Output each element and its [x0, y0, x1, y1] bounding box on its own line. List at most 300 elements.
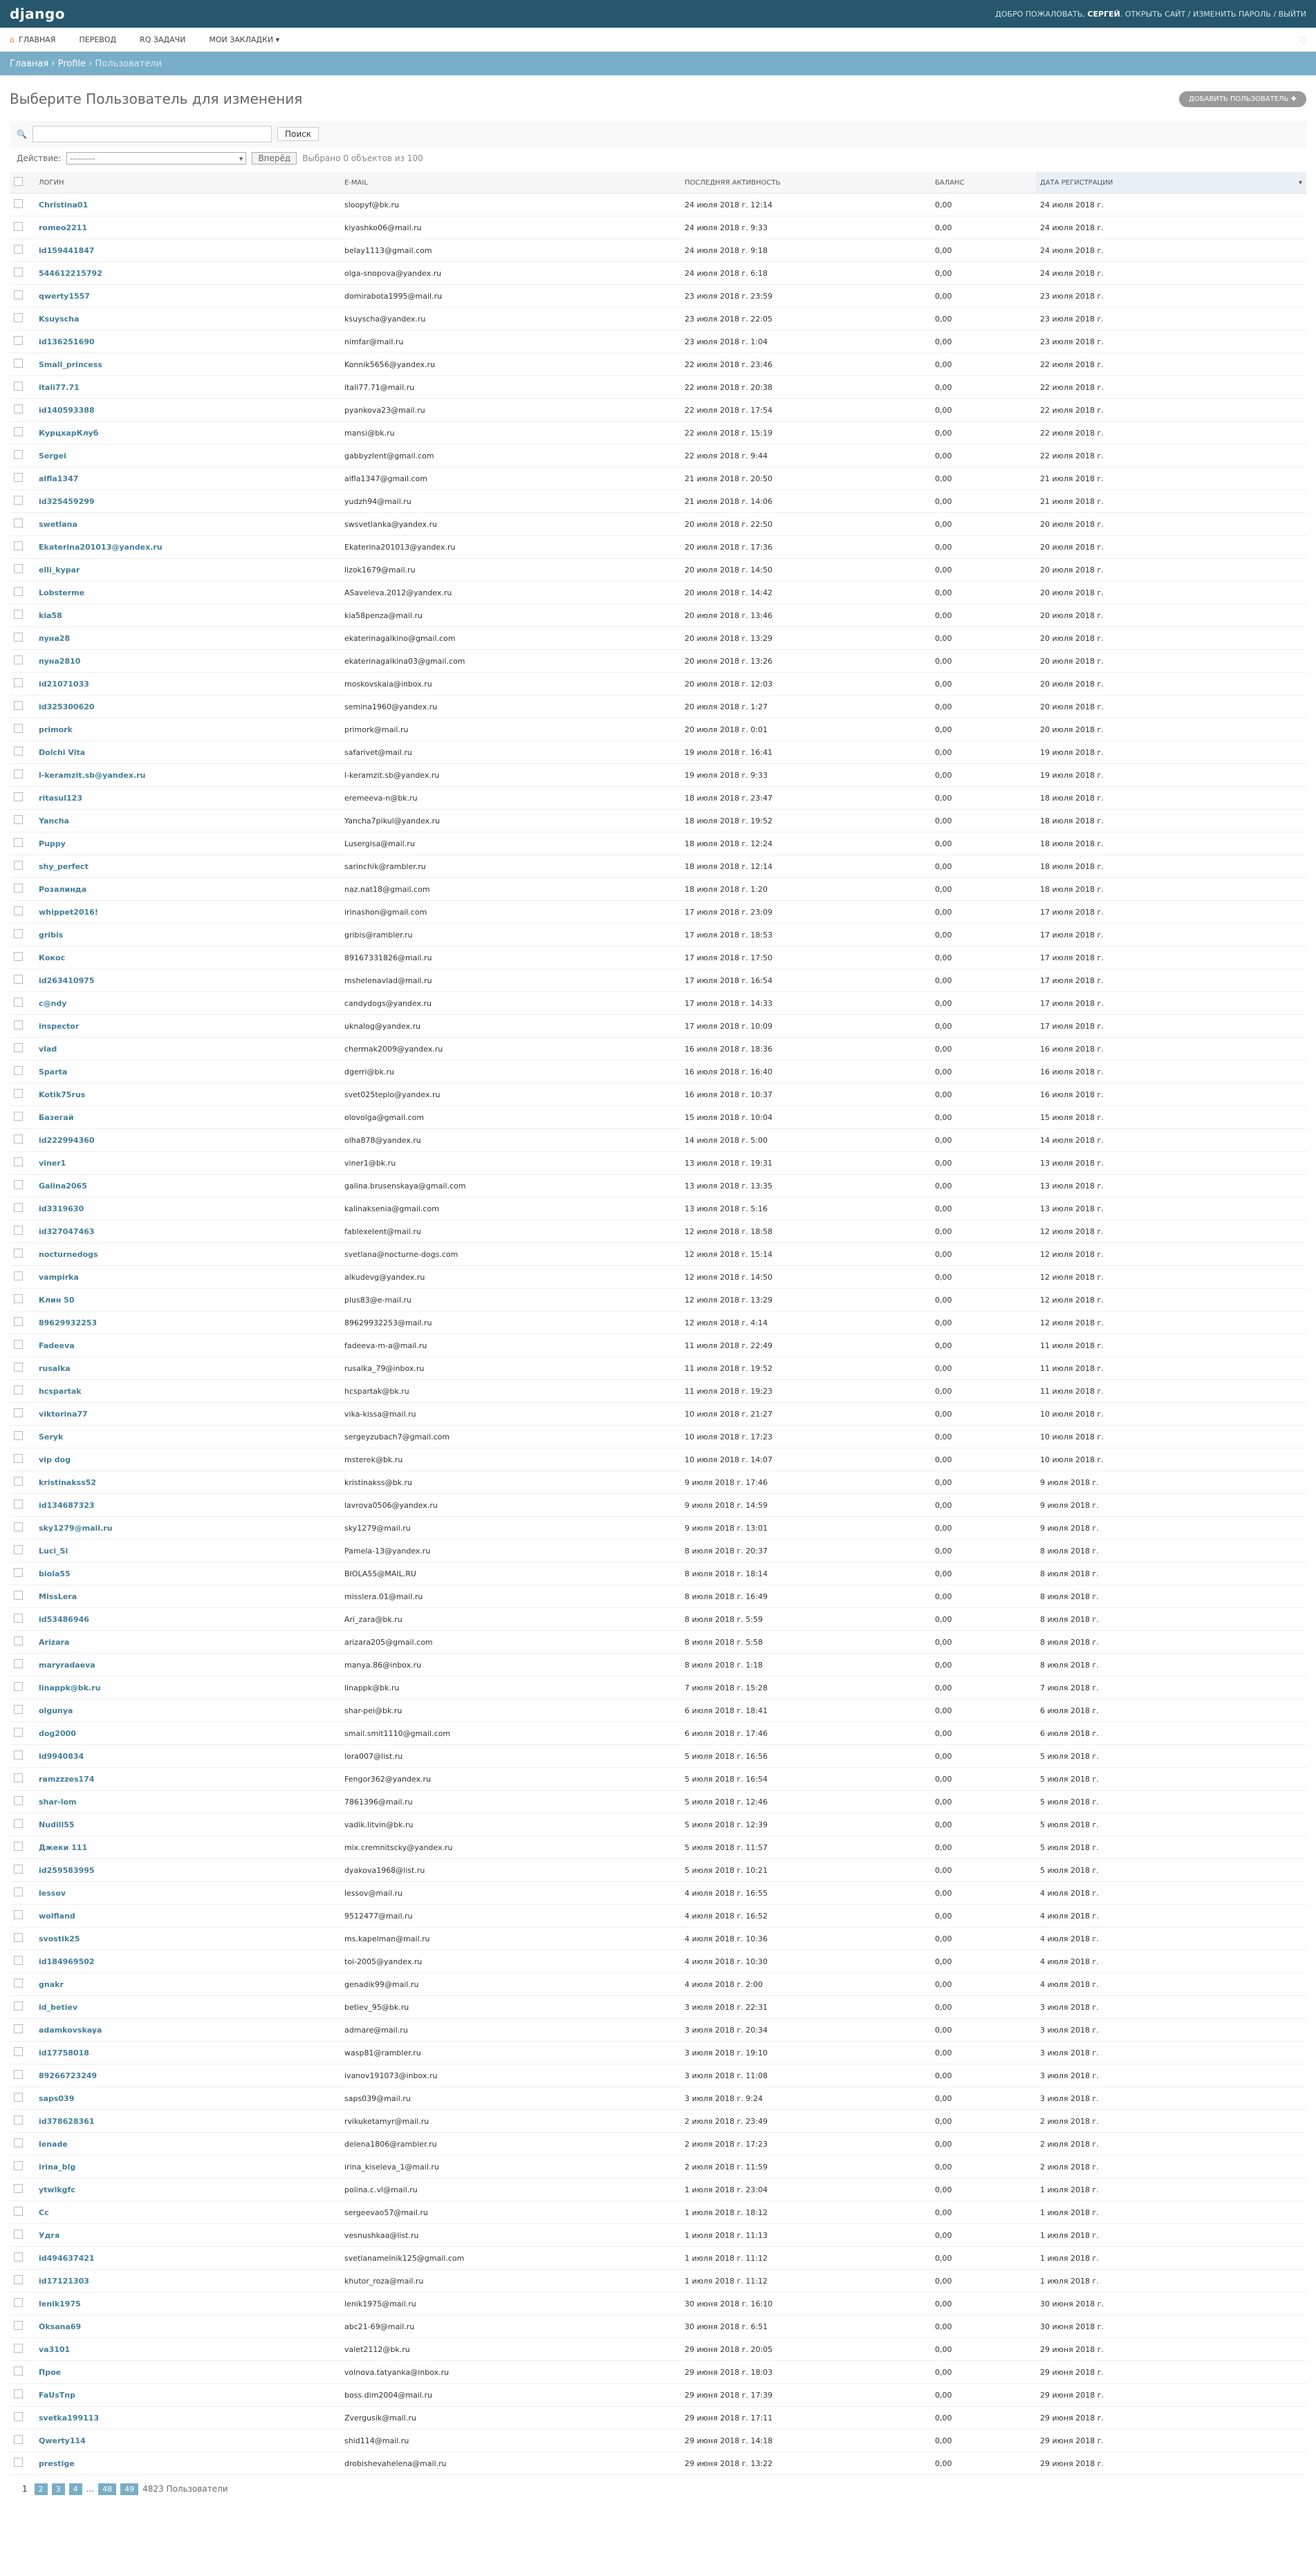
col-email: admare@mail.ru [340, 2019, 680, 2042]
row-checkbox[interactable] [14, 815, 23, 824]
row-checkbox[interactable] [14, 199, 23, 208]
col-email: khutor_roza@mail.ru [340, 2270, 680, 2293]
row-checkbox[interactable] [14, 1842, 23, 1851]
row-checkbox[interactable] [14, 1887, 23, 1896]
row-checkbox[interactable] [14, 2070, 23, 2079]
col-login[interactable]: Nudill55 [35, 1813, 340, 1836]
col-login[interactable]: l-keramzit.sb@yandex.ru [35, 764, 340, 787]
col-login[interactable]: swetlana [35, 513, 340, 536]
row-checkbox[interactable] [14, 496, 23, 505]
row-checkbox[interactable] [14, 678, 23, 687]
col-login[interactable]: 544612215792 [35, 262, 340, 285]
row-checkbox[interactable] [14, 1271, 23, 1280]
row-checkbox[interactable] [14, 1705, 23, 1714]
col-login[interactable]: Arizara [35, 1631, 340, 1654]
col-login[interactable]: id325300620 [35, 696, 340, 718]
col-login[interactable]: id17758018 [35, 2042, 340, 2064]
col-login[interactable]: ytwlkgfc [35, 2178, 340, 2201]
table-row [10, 262, 1306, 285]
col-login[interactable]: Fadeeva [35, 1334, 340, 1357]
logout-link[interactable]: ВЫЙТИ [1278, 9, 1306, 19]
col-login[interactable]: 89266723249 [35, 2064, 340, 2087]
row-checkbox[interactable] [14, 1522, 23, 1531]
action-select[interactable]: --------- ▾ [66, 152, 246, 165]
row-checkbox[interactable] [14, 473, 23, 482]
page-link[interactable]: 48 [98, 2483, 116, 2495]
row-checkbox-cell [10, 1357, 35, 1380]
row-checkbox[interactable] [14, 1545, 23, 1554]
select-all-checkbox[interactable] [14, 177, 23, 186]
col-balance: 0,00 [931, 718, 1036, 741]
row-checkbox[interactable] [14, 952, 23, 961]
col-login[interactable]: gribis [35, 924, 340, 946]
row-checkbox[interactable] [14, 724, 23, 733]
row-checkbox[interactable] [14, 2230, 23, 2239]
row-checkbox[interactable] [14, 1636, 23, 1645]
col-login[interactable]: пуна28 [35, 627, 340, 650]
row-checkbox[interactable] [14, 519, 23, 528]
col-login[interactable]: id494637421 [35, 2247, 340, 2270]
row-checkbox[interactable] [14, 1500, 23, 1509]
col-registration-date: 16 июля 2018 г. [1036, 1083, 1306, 1106]
col-login[interactable]: kia58 [35, 604, 340, 627]
col-login[interactable]: ritasul123 [35, 787, 340, 810]
table-row [10, 1677, 1306, 1699]
col-login[interactable]: id327047463 [35, 1220, 340, 1243]
col-login[interactable]: whippet2016! [35, 901, 340, 924]
row-checkbox[interactable] [14, 2321, 23, 2330]
table-row [10, 1859, 1306, 1882]
column-registration-date[interactable]: ДАТА РЕГИСТРАЦИИ ▾ [1036, 172, 1306, 194]
col-login[interactable]: id134687323 [35, 1494, 340, 1517]
row-checkbox[interactable] [14, 929, 23, 938]
col-login[interactable]: id222994360 [35, 1129, 340, 1152]
col-registration-date: 8 июля 2018 г. [1036, 1585, 1306, 1608]
col-login[interactable]: shy_perfect [35, 855, 340, 878]
row-checkbox[interactable] [14, 1340, 23, 1349]
row-checkbox[interactable] [14, 1135, 23, 1144]
col-last-activity: 20 июля 2018 г. 14:42 [680, 581, 931, 604]
col-login[interactable]: id53486946 [35, 1608, 340, 1631]
col-login[interactable]: viner1 [35, 1152, 340, 1175]
col-registration-date: 17 июля 2018 г. [1036, 992, 1306, 1015]
table-row [10, 1448, 1306, 1471]
row-checkbox[interactable] [14, 1751, 23, 1760]
col-balance: 0,00 [931, 239, 1036, 262]
col-login[interactable]: va3101 [35, 2338, 340, 2361]
row-checkbox[interactable] [14, 222, 23, 231]
col-email: valet2112@bk.ru [340, 2338, 680, 2361]
menu-toggle-icon[interactable]: ◌ [1299, 35, 1306, 44]
table-row [10, 353, 1306, 376]
col-login[interactable]: 89629932253 [35, 1312, 340, 1334]
col-login[interactable]: dog2000 [35, 1722, 340, 1745]
col-balance: 0,00 [931, 2064, 1036, 2087]
col-login[interactable]: Christina01 [35, 194, 340, 216]
row-checkbox-cell [10, 2201, 35, 2224]
view-site-link[interactable]: ОТКРЫТЬ САЙТ [1124, 9, 1186, 19]
select-all-cell [10, 172, 35, 194]
row-checkbox[interactable] [14, 1773, 23, 1782]
menu-item-translation[interactable]: ПЕРЕВОД [79, 35, 117, 44]
paginator [10, 2475, 1306, 2503]
col-login[interactable]: saps039 [35, 2087, 340, 2110]
row-checkbox[interactable] [14, 861, 23, 870]
row-checkbox-cell [10, 1654, 35, 1677]
col-login[interactable]: gnakr [35, 1973, 340, 1996]
col-login[interactable]: id259583995 [35, 1859, 340, 1882]
table-row [10, 1403, 1306, 1426]
row-checkbox[interactable] [14, 1089, 23, 1098]
row-checkbox[interactable] [14, 1796, 23, 1805]
row-checkbox[interactable] [14, 245, 23, 254]
column-balance[interactable]: БАЛАНС [931, 172, 1036, 194]
col-registration-date: 17 июля 2018 г. [1036, 969, 1306, 992]
col-login[interactable]: Qwerty114 [35, 2429, 340, 2452]
col-email: hcspartak@bk.ru [340, 1380, 680, 1403]
col-balance: 0,00 [931, 969, 1036, 992]
row-checkbox[interactable] [14, 633, 23, 642]
col-login[interactable]: id184969502 [35, 1950, 340, 1973]
row-checkbox-cell [10, 810, 35, 832]
col-login[interactable]: prestige [35, 2452, 340, 2475]
row-checkbox[interactable] [14, 975, 23, 984]
col-email: BIOLA55@MAIL.RU [340, 1562, 680, 1585]
row-checkbox-cell [10, 1882, 35, 1905]
row-checkbox[interactable] [14, 336, 23, 345]
col-registration-date: 1 июля 2018 г. [1036, 2270, 1306, 2293]
col-login[interactable]: Seryk [35, 1426, 340, 1448]
col-registration-date: 21 июля 2018 г. [1036, 467, 1306, 490]
col-login[interactable]: Yancha [35, 810, 340, 832]
col-login[interactable]: id263410975 [35, 969, 340, 992]
row-checkbox[interactable] [14, 1477, 23, 1486]
row-checkbox[interactable] [14, 1682, 23, 1691]
col-login[interactable]: maryradaeva [35, 1654, 340, 1677]
row-checkbox[interactable] [14, 1979, 23, 1988]
col-balance: 0,00 [931, 1243, 1036, 1266]
page-link[interactable]: 4 [69, 2483, 82, 2495]
col-login[interactable]: Sparta [35, 1061, 340, 1083]
breadcrumb-current: Пользователи [95, 58, 163, 69]
col-balance: 0,00 [931, 1996, 1036, 2019]
col-email: kiyashko06@mail.ru [340, 216, 680, 239]
col-login[interactable]: id325459299 [35, 490, 340, 513]
row-checkbox[interactable] [14, 1865, 23, 1874]
row-checkbox[interactable] [14, 313, 23, 322]
col-login[interactable]: id159441847 [35, 239, 340, 262]
row-checkbox[interactable] [14, 2435, 23, 2444]
col-last-activity: 17 июля 2018 г. 10:09 [680, 1015, 931, 1038]
row-checkbox[interactable] [14, 268, 23, 277]
col-last-activity: 3 июля 2018 г. 22:31 [680, 1996, 931, 2019]
col-login[interactable]: olgunya [35, 1699, 340, 1722]
col-registration-date: 20 июля 2018 г. [1036, 536, 1306, 559]
col-registration-date: 8 июля 2018 г. [1036, 1540, 1306, 1562]
sort-desc-icon[interactable]: ▾ [1298, 178, 1302, 187]
search-input[interactable] [33, 126, 272, 142]
col-login[interactable]: Ksuyscha [35, 308, 340, 330]
row-checkbox[interactable] [14, 2389, 23, 2398]
row-checkbox[interactable] [14, 2458, 23, 2467]
col-registration-date: 18 июля 2018 г. [1036, 855, 1306, 878]
go-button[interactable]: Вперёд [252, 152, 297, 165]
table-row [10, 216, 1306, 239]
col-registration-date: 8 июля 2018 г. [1036, 1608, 1306, 1631]
row-checkbox[interactable] [14, 564, 23, 573]
col-login[interactable]: nocturnedogs [35, 1243, 340, 1266]
breadcrumb-home[interactable]: Главная [10, 58, 49, 69]
row-checkbox[interactable] [14, 1614, 23, 1623]
row-checkbox[interactable] [14, 2184, 23, 2193]
col-login[interactable]: c@ndy [35, 992, 340, 1015]
row-checkbox[interactable] [14, 1043, 23, 1052]
row-checkbox[interactable] [14, 1020, 23, 1029]
table-row [10, 1334, 1306, 1357]
row-checkbox[interactable] [14, 2001, 23, 2010]
breadcrumb-app[interactable]: Profile [57, 58, 86, 69]
column-login[interactable]: ЛОГИН [35, 172, 340, 194]
col-login[interactable]: ramzzzes174 [35, 1768, 340, 1791]
row-checkbox[interactable] [14, 450, 23, 459]
row-checkbox[interactable] [14, 1112, 23, 1121]
col-registration-date: 11 июля 2018 г. [1036, 1357, 1306, 1380]
col-registration-date: 1 июля 2018 г. [1036, 2178, 1306, 2201]
table-row [10, 1038, 1306, 1061]
col-login[interactable]: Lobsterme [35, 581, 340, 604]
col-login[interactable]: id136251690 [35, 330, 340, 353]
col-login[interactable]: romeo2211 [35, 216, 340, 239]
col-balance: 0,00 [931, 1677, 1036, 1699]
col-registration-date: 29 июня 2018 г. [1036, 2338, 1306, 2361]
table-body [10, 194, 1306, 2475]
col-login[interactable]: irina_blg [35, 2156, 340, 2178]
col-login[interactable]: Small_princess [35, 353, 340, 376]
row-checkbox[interactable] [14, 769, 23, 778]
col-login[interactable]: MissLera [35, 1585, 340, 1608]
row-checkbox[interactable] [14, 2161, 23, 2170]
row-checkbox[interactable] [14, 2138, 23, 2147]
table-row [10, 718, 1306, 741]
row-checkbox[interactable] [14, 1659, 23, 1668]
col-login[interactable]: svetka199113 [35, 2407, 340, 2429]
col-last-activity: 11 июля 2018 г. 19:52 [680, 1357, 931, 1380]
row-checkbox[interactable] [14, 1203, 23, 1212]
row-checkbox[interactable] [14, 1408, 23, 1417]
col-login[interactable]: Cc [35, 2201, 340, 2224]
row-checkbox[interactable] [14, 906, 23, 915]
col-login[interactable]: КурцхарКлуб [35, 422, 340, 445]
col-login[interactable]: Прое [35, 2361, 340, 2384]
row-checkbox-cell [10, 1152, 35, 1175]
row-checkbox[interactable] [14, 1066, 23, 1075]
row-checkbox[interactable] [14, 1249, 23, 1258]
row-checkbox[interactable] [14, 2047, 23, 2056]
col-login[interactable]: id378628361 [35, 2110, 340, 2133]
row-checkbox[interactable] [14, 1910, 23, 1919]
col-registration-date: 4 июля 2018 г. [1036, 1905, 1306, 1928]
row-checkbox[interactable] [14, 2344, 23, 2353]
row-checkbox-cell [10, 330, 35, 353]
col-login[interactable]: Базегай [35, 1106, 340, 1129]
col-login[interactable]: Розалинда [35, 878, 340, 901]
col-last-activity: 22 июля 2018 г. 17:54 [680, 399, 931, 422]
col-login[interactable]: adamkovskaya [35, 2019, 340, 2042]
row-checkbox[interactable] [14, 610, 23, 619]
row-checkbox[interactable] [14, 1591, 23, 1600]
row-checkbox[interactable] [14, 1454, 23, 1463]
row-checkbox[interactable] [14, 2093, 23, 2102]
col-login[interactable]: viktorina77 [35, 1403, 340, 1426]
col-login[interactable]: inspector [35, 1015, 340, 1038]
row-checkbox[interactable] [14, 2367, 23, 2376]
col-login[interactable]: Puppy [35, 832, 340, 855]
col-balance: 0,00 [931, 1836, 1036, 1859]
col-login[interactable]: elli_kypar [35, 559, 340, 581]
col-last-activity: 22 июля 2018 г. 23:46 [680, 353, 931, 376]
row-checkbox[interactable] [14, 884, 23, 893]
col-login[interactable]: alfla1347 [35, 467, 340, 490]
col-login[interactable]: id9940834 [35, 1745, 340, 1768]
col-login[interactable]: id_betiev [35, 1996, 340, 2019]
row-checkbox[interactable] [14, 427, 23, 436]
row-checkbox[interactable] [14, 290, 23, 299]
col-login[interactable]: qwerty1557 [35, 285, 340, 308]
column-email[interactable]: E-MAIL [340, 172, 680, 194]
col-login[interactable]: vlad [35, 1038, 340, 1061]
col-registration-date: 3 июля 2018 г. [1036, 1996, 1306, 2019]
col-balance: 0,00 [931, 787, 1036, 810]
row-checkbox[interactable] [14, 1180, 23, 1189]
col-login[interactable]: hcspartak [35, 1380, 340, 1403]
row-checkbox[interactable] [14, 2252, 23, 2261]
col-login[interactable]: shar-lom [35, 1791, 340, 1813]
page-link[interactable]: 2 [35, 2483, 48, 2495]
row-checkbox[interactable] [14, 998, 23, 1007]
col-email: gribis@rambler.ru [340, 924, 680, 946]
col-login[interactable]: Galina2065 [35, 1175, 340, 1197]
col-login[interactable]: itali77.71 [35, 376, 340, 399]
col-login[interactable]: Клин 50 [35, 1289, 340, 1312]
row-checkbox[interactable] [14, 404, 23, 413]
row-checkbox[interactable] [14, 2116, 23, 2125]
col-last-activity: 8 июля 2018 г. 18:14 [680, 1562, 931, 1585]
col-login[interactable]: пуна2810 [35, 650, 340, 673]
page-link[interactable]: 49 [120, 2483, 138, 2495]
col-login[interactable]: Ekaterina201013@yandex.ru [35, 536, 340, 559]
row-checkbox[interactable] [14, 792, 23, 801]
main-content [0, 75, 1316, 2503]
row-checkbox[interactable] [14, 747, 23, 756]
add-user-button[interactable]: ДОБАВИТЬ ПОЛЬЗОВАТЕЛЬ ✚ [1179, 91, 1306, 107]
col-email: ksuyscha@yandex.ru [340, 308, 680, 330]
col-email: ASaveleva.2012@yandex.ru [340, 581, 680, 604]
col-login[interactable]: vampirka [35, 1266, 340, 1289]
table-row [10, 536, 1306, 559]
col-login[interactable]: id21071033 [35, 673, 340, 696]
col-registration-date: 29 июня 2018 г. [1036, 2429, 1306, 2452]
col-balance: 0,00 [931, 422, 1036, 445]
row-checkbox[interactable] [14, 359, 23, 368]
row-checkbox[interactable] [14, 587, 23, 596]
col-login[interactable]: wolfland [35, 1905, 340, 1928]
col-login[interactable]: id140593388 [35, 399, 340, 422]
col-login[interactable]: vip dog [35, 1448, 340, 1471]
row-checkbox[interactable] [14, 2298, 23, 2307]
col-login[interactable]: Sergei [35, 445, 340, 467]
row-checkbox[interactable] [14, 1956, 23, 1965]
col-login[interactable]: lenik1975 [35, 2293, 340, 2315]
row-checkbox[interactable] [14, 2412, 23, 2421]
col-login[interactable]: Kotik75rus [35, 1083, 340, 1106]
row-checkbox[interactable] [14, 1317, 23, 1326]
row-checkbox[interactable] [14, 1385, 23, 1394]
col-login[interactable]: lenade [35, 2133, 340, 2156]
col-registration-date: 10 июля 2018 г. [1036, 1426, 1306, 1448]
col-login[interactable]: Джеки 111 [35, 1836, 340, 1859]
menu-item-rq-tasks[interactable]: RQ ЗАДАЧИ [140, 35, 186, 44]
col-login[interactable]: primork [35, 718, 340, 741]
row-checkbox[interactable] [14, 701, 23, 710]
search-button[interactable]: Поиск [277, 127, 319, 141]
row-checkbox[interactable] [14, 2024, 23, 2033]
row-checkbox[interactable] [14, 1363, 23, 1372]
menu-item-bookmarks[interactable]: МОИ ЗАКЛАДКИ ▾ [209, 35, 280, 44]
row-checkbox[interactable] [14, 541, 23, 550]
row-checkbox[interactable] [14, 1157, 23, 1166]
row-checkbox[interactable] [14, 838, 23, 847]
col-login[interactable]: svostik25 [35, 1928, 340, 1950]
row-checkbox[interactable] [14, 1568, 23, 1577]
col-login[interactable]: kristinakss52 [35, 1471, 340, 1494]
col-login[interactable]: Кокос [35, 946, 340, 969]
row-checkbox[interactable] [14, 1294, 23, 1303]
col-login[interactable]: rusalka [35, 1357, 340, 1380]
col-last-activity: 5 июля 2018 г. 11:57 [680, 1836, 931, 1859]
row-checkbox[interactable] [14, 1728, 23, 1737]
col-login[interactable]: sky1279@mail.ru [35, 1517, 340, 1540]
change-password-link[interactable]: ИЗМЕНИТЬ ПАРОЛЬ [1192, 9, 1271, 19]
col-login[interactable]: Oksana69 [35, 2315, 340, 2338]
col-login[interactable]: Удгя [35, 2224, 340, 2247]
col-balance: 0,00 [931, 1768, 1036, 1791]
row-checkbox[interactable] [14, 1226, 23, 1235]
row-checkbox[interactable] [14, 2207, 23, 2216]
col-login[interactable]: id17121303 [35, 2270, 340, 2293]
table-row [10, 604, 1306, 627]
col-login[interactable]: id3319630 [35, 1197, 340, 1220]
col-login[interactable]: lessov [35, 1882, 340, 1905]
row-checkbox[interactable] [14, 1933, 23, 1942]
menu-item-home[interactable]: ⌂ ГЛАВНАЯ [10, 35, 56, 44]
row-checkbox[interactable] [14, 1819, 23, 1828]
site-logo[interactable]: django [10, 6, 65, 22]
col-email: plus83@e-mail.ru [340, 1289, 680, 1312]
column-last-activity[interactable]: ПОСЛЕДНЯЯ АКТИВНОСТЬ [680, 172, 931, 194]
col-login[interactable]: Luci_Si [35, 1540, 340, 1562]
col-login[interactable]: linappk@bk.ru [35, 1677, 340, 1699]
col-login[interactable]: FaUsTnp [35, 2384, 340, 2407]
col-login[interactable]: Dolchi Vita [35, 741, 340, 764]
row-checkbox[interactable] [14, 382, 23, 391]
col-login[interactable]: biola55 [35, 1562, 340, 1585]
row-checkbox[interactable] [14, 1431, 23, 1440]
row-checkbox[interactable] [14, 2275, 23, 2284]
col-email: misslera.01@mail.ru [340, 1585, 680, 1608]
page-link[interactable]: 3 [52, 2483, 65, 2495]
row-checkbox-cell [10, 1950, 35, 1973]
row-checkbox[interactable] [14, 655, 23, 664]
